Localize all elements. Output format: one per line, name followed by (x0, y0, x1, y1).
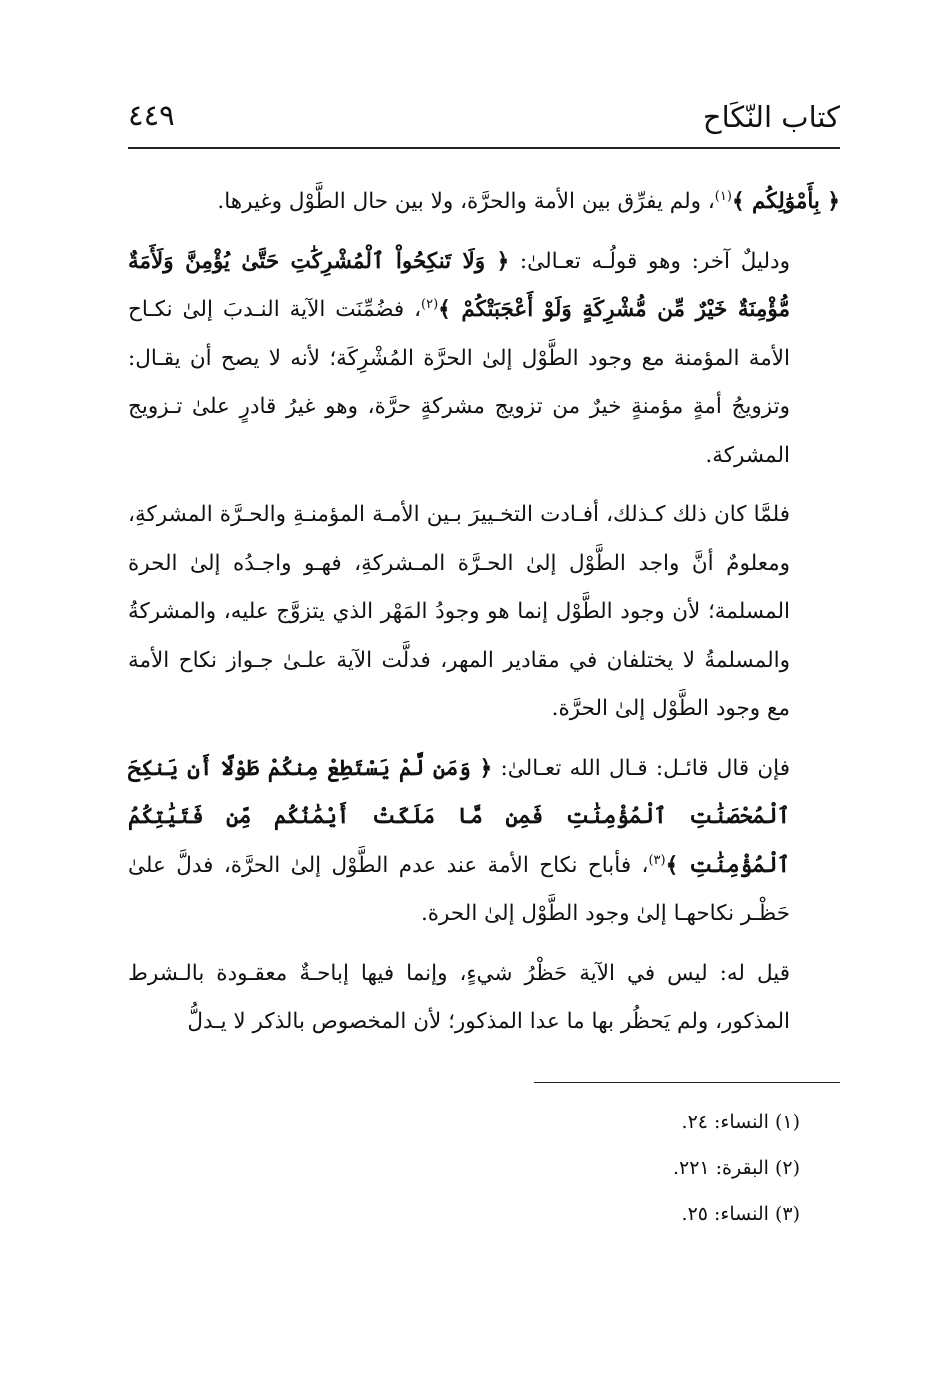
paragraph-1 (128, 178, 840, 227)
footnote-divider (534, 1082, 840, 1083)
quran-verse: ﴿ بِأَمْوَٰلِكُم ﴾ (731, 189, 840, 214)
paragraph-text: فلمَّا كان ذلك كـذلك، أفـادت التخـييرَ بـين الأمـة المؤمنـةِ والحـرَّة المشركةِ، ومعلومٌ أنَّ واجد الطَّوْل إلىٰ الحـرَّة المـشركةِ، فهـو واجـدُه إلىٰ الحرة المسلمة؛ لأن وجود الطَّوْل إنما هو وجودُ المَهْر الذي يتزوَّج عليه، والمشركةُ والمسلمةُ لا يختلفان في مقادير المهر، فدلَّت الآية علـىٰ جـواز نكاح الأمة مع وجود الطَّوْل إلىٰ الحرَّة. (128, 502, 790, 721)
page-number: ٤٤٩ (128, 98, 175, 132)
footnote-ref: (٣) (648, 852, 666, 868)
page-header (128, 94, 840, 144)
paragraph-text: ودليلٌ آخر: وهو قولُـه تعـالىٰ: (509, 248, 790, 274)
paragraph-4 (128, 745, 840, 939)
main-text (128, 178, 840, 1058)
paragraph-5 (128, 950, 840, 1047)
chapter-title: كتاب النّكَاح (702, 100, 840, 134)
footnote-3: (٣) النساء: ٢٥. (681, 1203, 800, 1225)
footnote-ref: (١) (714, 188, 732, 204)
paragraph-2 (128, 238, 840, 481)
footnotes (128, 1102, 800, 1240)
paragraph-text: ، ولم يفرِّق بين الأمة والحرَّة، ولا بين حال الطَّوْل وغيرها. (217, 189, 715, 214)
footnote-ref: (٢) (421, 296, 439, 312)
paragraph-text: ، فضُمِّنَت الآية النـدبَ إلىٰ نكـاح الأمة المؤمنة مع وجود الطَّوْل إلىٰ الحرَّة المُشْرِكَة؛ لأنه لا يصح أن يقـال: وتزويجُ أمةٍ مؤمنةٍ خيرٌ من تزويج مشركةٍ حرَّة، وهو غيرُ قادرٍ علىٰ تـزويج المشركة. (128, 297, 790, 468)
footnote-1: (١) النساء: ٢٤. (681, 1111, 800, 1133)
header-divider (128, 147, 840, 149)
quran-verse: ﴿ وَمَن لَّمْ يَسْتَطِعْ مِنكُمْ طَوْلًا أَن يَنكِحَ ٱلْمُحْصَنَٰتِ ٱلْمُؤْمِنَٰتِ فَمِن مَّا مَلَكَتْ أَيْمَٰنُكُم مِّن فَتَيَٰتِكُمُ ٱلْمُؤْمِنَٰتِ ﴾ (128, 755, 790, 878)
paragraph-text: قيل له: ليس في الآية حَظْرُ شيءٍ، وإنما فيها إباحـةٌ معقـودة بالـشرط المذكور، ولم يَحظُر بها ما عدا المذكور؛ لأن المخصوص بالذكر لا يـدلُّ (128, 960, 790, 1034)
paragraph-text: فإن قال قائـل: قـال الله تعـالىٰ: (492, 755, 790, 781)
paragraph-3 (128, 491, 840, 734)
footnote-2: (٢) البقرة: ٢٢١. (672, 1157, 800, 1179)
quran-verse: ﴿ وَلَا تَنكِحُواْ ٱلْمُشْرِكَٰتِ حَتَّىٰ يُؤْمِنَّ وَلَأَمَةٌ مُّؤْمِنَةٌ خَيْرٌ مِّن مُّشْرِكَةٍ وَلَوْ أَعْجَبَتْكُمْ ﴾ (128, 248, 790, 322)
paragraph-text: ، فأباح نكاح الأمة عند عدم الطَّوْل إلىٰ الحرَّة، فدلَّ علىٰ حَظْـر نكاحهـا إلىٰ وجود الطَّوْل إلىٰ الحرة. (128, 852, 790, 926)
